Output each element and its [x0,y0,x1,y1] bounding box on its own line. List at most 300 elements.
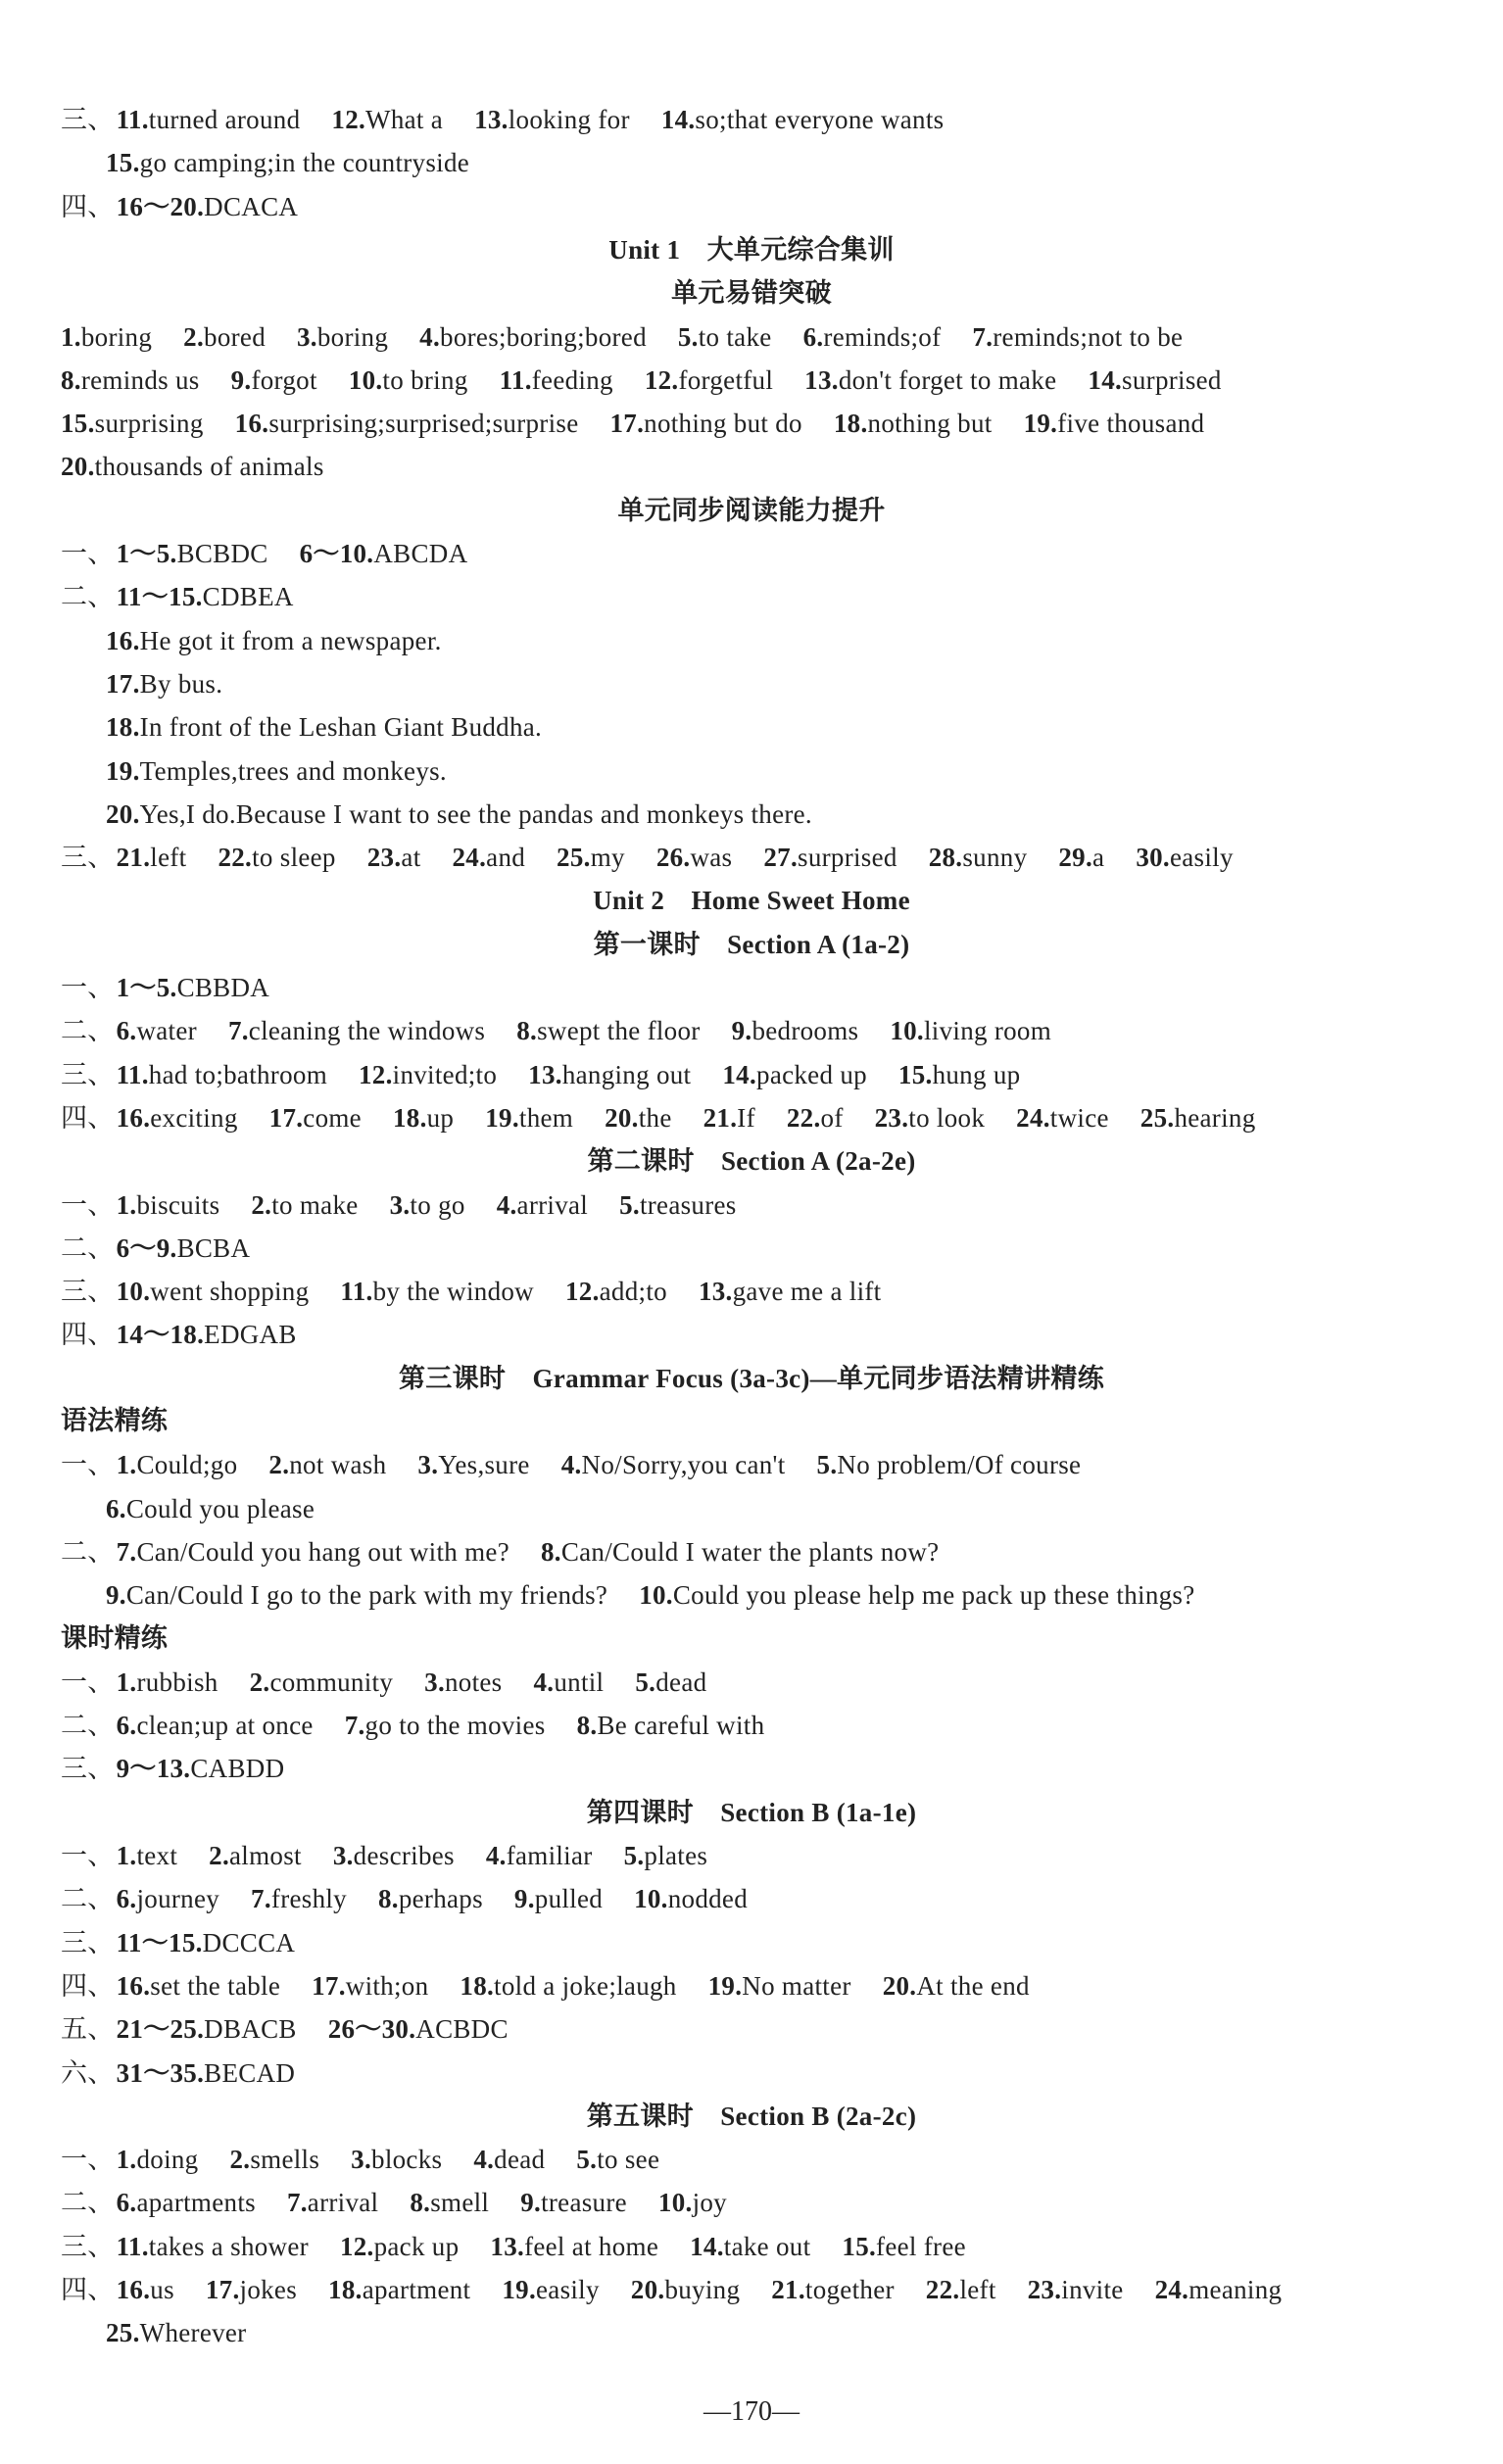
answer-line [61,2138,1464,2181]
answer-item [787,1096,844,1139]
question-number: 6. [802,321,824,352]
subsection-label: 语法精练 [61,1406,169,1436]
answer-item [61,402,204,445]
answer-text: Can/Could you hang out with me? [136,1536,509,1567]
answer-item [500,359,613,402]
question-number: 1. [116,1189,137,1220]
answer-text: invite [1061,2275,1124,2304]
answer-text: In front of the Leshan Giant Buddha. [139,712,543,743]
answer-item [486,1834,593,1877]
question-number: 17. [609,409,645,439]
answer-text: at [401,843,421,873]
question-number: 24. [1016,1102,1050,1133]
answer-text: thousands of animals [94,452,324,482]
part-marker: 二、 [61,1884,115,1914]
question-number: 25. [106,2318,140,2348]
answer-item [453,836,526,879]
answer-item [763,836,897,879]
answer-text: nothing but do [644,409,802,439]
question-number: 18. [328,2275,363,2304]
answer-text: forgetful [678,364,774,395]
question-number: 1. [116,1450,137,1480]
answer-item [661,98,945,141]
answer-item [61,2181,256,2224]
answer-text: smells [250,2145,320,2175]
answer-text: to take [698,321,772,352]
answer-item [268,1443,386,1486]
answer-item [340,2225,459,2268]
answer-text: BCBA [176,1232,251,1263]
answer-text: buying [664,2275,741,2304]
answer-text: and [486,843,526,873]
question-number: 12. [644,364,679,395]
question-number: 4. [560,1450,582,1480]
answer-line [61,1921,1464,1964]
answer-item [349,359,468,402]
page-number: —170— [703,2396,800,2427]
question-number: 30. [1136,843,1170,873]
answer-text: notes [445,1667,503,1697]
part-marker: 二、 [61,1711,115,1741]
answer-line [106,1487,1464,1530]
question-number: 9. [230,364,252,395]
question-number: 18. [106,712,140,743]
answer-text: don't forget to make [838,364,1057,395]
question-number: 3. [351,2145,372,2175]
question-number: 22. [925,2275,960,2304]
part-marker: 二、 [61,2188,115,2218]
answer-item [61,185,298,228]
answer-item [106,705,542,749]
answer-text: takes a shower [148,2231,309,2261]
part-marker: 五、 [61,2014,115,2045]
answer-item [485,1096,573,1139]
answer-item [228,1009,485,1052]
answer-text: nothing but [867,409,993,439]
answer-item [619,1184,737,1227]
section-heading: 单元易错突破 [671,278,832,309]
question-number: 23. [366,843,402,873]
answer-text: up [426,1102,455,1133]
answer-line [61,836,1464,879]
answer-text: surprised [798,843,897,873]
answer-text: He got it from a newspaper. [139,625,442,655]
answer-line [106,141,1464,184]
answer-text: ACBDC [415,2014,509,2045]
answer-text: arrival [516,1189,589,1220]
answer-item [708,1964,851,2007]
answer-item [61,1184,219,1227]
question-number: 24. [452,843,487,873]
answer-item [106,141,469,184]
answer-text: reminds;of [823,321,942,352]
part-marker: 四、 [61,1320,115,1350]
answer-item [516,1009,700,1052]
question-number: 12. [339,2231,374,2261]
answer-item [300,532,468,575]
answer-item [875,1096,986,1139]
part-marker: 四、 [61,1102,115,1133]
question-number: 25. [1139,1102,1175,1133]
answer-item [61,1964,280,2007]
answer-text: freshly [270,1884,347,1914]
question-number: 10. [116,1277,151,1307]
answer-text: dead [494,2145,546,2175]
question-number: 13. [804,364,839,395]
answer-text: No problem/Of course [837,1450,1082,1480]
answer-text: together [804,2275,895,2304]
answer-item [106,662,222,705]
answer-item [678,315,772,359]
question-number: 20. [882,1970,917,2001]
answer-item [378,1877,483,1920]
question-number: 9. [513,1884,535,1914]
answer-item [390,1184,465,1227]
section-heading: Unit 1 大单元综合集训 [608,234,895,265]
question-number: 5. [816,1450,838,1480]
answer-item [269,1096,362,1139]
question-number: 13. [490,2231,525,2261]
answer-line [106,619,1464,662]
question-number: 14. [660,105,696,134]
answer-item [61,1834,177,1877]
question-number: 2. [268,1450,290,1480]
answer-text: feel free [876,2231,966,2261]
question-number: 4. [496,1189,517,1220]
answer-item [351,2138,442,2181]
answer-item [732,1009,859,1052]
answer-item [1058,836,1104,879]
question-number: 22. [786,1102,821,1133]
question-number: 18. [392,1102,427,1133]
answer-line [61,1270,1464,1313]
question-number: 20. [61,452,95,482]
answer-item [61,1009,197,1052]
answer-item [106,1487,315,1530]
answer-item [206,2268,297,2311]
answer-text: take out [723,2231,811,2261]
answer-text: EDGAB [204,1320,297,1350]
answer-item [61,1096,238,1139]
question-number: 4. [473,2145,495,2175]
answer-item [61,1661,218,1704]
answer-text: cleaning the windows [248,1016,486,1046]
question-number: 26～30. [327,2014,416,2045]
answer-text: was [690,843,733,873]
answer-text: DCACA [204,191,299,221]
answer-text: biscuits [136,1189,220,1220]
question-number: 19. [502,2275,536,2304]
answer-text: familiar [506,1841,593,1870]
answer-text: community [269,1667,394,1697]
question-number: 3. [389,1189,411,1220]
answer-item [61,2225,309,2268]
answer-text: Can/Could I water the plants now? [560,1536,940,1567]
answer-text: Wherever [139,2318,247,2348]
answer-text: pack up [373,2231,460,2261]
answer-text: surprising [94,409,204,439]
answer-item [1088,359,1221,402]
answer-text: meaning [1188,2275,1283,2304]
question-number: 4. [485,1841,507,1870]
subsection-label: 课时精练 [61,1622,169,1654]
question-number: 13. [474,105,509,134]
answer-item [635,1661,706,1704]
answer-item [106,793,812,836]
answer-item [393,1096,454,1139]
answer-text: hearing [1174,1102,1256,1133]
question-number: 14. [690,2231,724,2261]
answer-line [61,1530,1464,1573]
answer-text: turned around [148,105,301,134]
answer-item [514,1877,603,1920]
answer-text: with;on [345,1970,429,2001]
answer-text: rubbish [136,1667,218,1697]
question-number: 1. [116,2145,137,2175]
section-heading: 第二课时 Section A (2a-2e) [587,1146,916,1177]
answer-text: easily [536,2275,600,2304]
answer-text: them [518,1102,574,1133]
answer-item [656,836,733,879]
answer-item [490,2225,658,2268]
question-number: 6. [106,1493,126,1523]
question-number: 25. [557,843,591,873]
answer-item [183,315,266,359]
answer-item [541,1530,939,1573]
answer-text: No/Sorry,you can't [581,1450,786,1480]
answer-item [690,2225,810,2268]
section-heading: 第一课时 Section A (1a-2) [593,929,910,959]
question-number: 13. [698,1277,733,1307]
answer-item [61,98,300,141]
answer-item [703,1096,755,1139]
question-number: 12. [331,105,366,134]
answer-line [61,315,1464,359]
question-number: 8. [61,364,81,395]
answer-text: Could you please help me pack up these things? [672,1580,1195,1611]
question-number: 2. [251,1189,272,1220]
answer-text: jokes [239,2275,298,2304]
answer-text: five thousand [1057,409,1205,439]
answer-text: DBACB [204,2014,297,2045]
question-number: 6. [116,1016,137,1046]
question-number: 18. [460,1970,495,2001]
answer-item [61,2052,295,2095]
question-number: 7. [286,2188,308,2218]
answer-item [61,1313,297,1356]
answer-text: come [303,1102,362,1133]
answer-text: not wash [289,1450,387,1480]
question-number: 7. [344,1711,365,1741]
answer-item [1028,2268,1124,2311]
answer-text: to bring [382,364,468,395]
answer-item [645,359,773,402]
answer-item [218,836,335,879]
question-number: 11. [340,1277,373,1307]
question-number: 18. [833,409,868,439]
answer-text: smell [430,2188,490,2218]
question-number: 8. [516,1016,538,1046]
question-number: 21. [771,2275,805,2304]
answer-item [534,1661,605,1704]
answer-text: easily [1169,843,1234,873]
answer-item [1016,1096,1109,1139]
answer-item [804,359,1056,402]
answer-item [106,749,447,793]
answer-item [771,2268,895,2311]
question-number: 14. [722,1059,757,1089]
answer-line [61,1096,1464,1139]
question-number: 1. [116,1667,137,1697]
question-number: 7. [227,1016,249,1046]
question-number: 3. [332,1841,354,1870]
answer-line [61,575,1464,618]
answer-text: BECAD [204,2057,296,2088]
answer-text: living room [923,1016,1052,1046]
answer-item [1155,2268,1283,2311]
answer-text: a [1092,843,1105,873]
part-marker: 四、 [61,1970,115,2001]
answer-line [61,2052,1464,2095]
answer-text: forgot [251,364,317,395]
answer-text: had to;bathroom [148,1059,327,1089]
answer-text: swept the floor [537,1016,701,1046]
answer-text: Be careful with [597,1711,765,1741]
answer-text: told a joke;laugh [494,1970,677,2001]
answer-item [926,2268,996,2311]
answer-text: Could;go [136,1450,238,1480]
answer-item [287,2181,378,2224]
answer-item [106,619,442,662]
answer-text: set the table [150,1970,281,2001]
question-number: 5. [576,2145,598,2175]
answer-line [61,2225,1464,2268]
question-number: 5. [619,1189,640,1220]
question-number: 16～20. [116,191,205,221]
answer-text: go camping;in the countryside [139,148,470,178]
part-marker: 六、 [61,2057,115,2088]
question-number: 6. [116,1884,137,1914]
answer-text: add;to [599,1277,667,1307]
answer-text: gave me a lift [732,1277,882,1307]
answer-text: went shopping [150,1277,310,1307]
answer-item [497,1184,588,1227]
answer-text: arrival [307,2188,379,2218]
answer-line [61,402,1464,445]
answer-text: invited;to [392,1059,498,1089]
section-heading: 第四课时 Section B (1a-1e) [586,1797,917,1827]
question-number: 3. [297,321,317,352]
answer-text: exciting [150,1102,238,1133]
answer-line [61,2007,1464,2051]
answer-item [333,1834,455,1877]
part-marker: 二、 [61,1536,115,1567]
part-marker: 三、 [61,2231,115,2261]
answer-text: water [136,1016,197,1046]
question-number: 8. [410,2188,431,2218]
question-number: 6～10. [299,539,374,568]
answer-text: the [638,1102,672,1133]
answer-line [61,1834,1464,1877]
answer-item [61,1053,327,1096]
answer-line [61,1877,1464,1920]
question-number: 11. [116,105,149,134]
answer-item [722,1053,867,1096]
answer-text: left [150,843,187,873]
question-number: 15. [61,409,95,439]
answer-item [624,1834,708,1877]
question-number: 11. [116,1059,149,1089]
question-number: 20. [605,1102,639,1133]
question-number: 1～5. [116,539,177,568]
question-number: 17. [268,1102,304,1133]
question-number: 1. [61,321,81,352]
section-heading: 第三课时 Grammar Focus (3a-3c)—单元同步语法精讲精练 [398,1363,1105,1393]
answer-text: apartments [136,2188,256,2218]
answer-item [658,2181,727,2224]
answer-item [577,1704,765,1747]
answer-line [61,1747,1464,1790]
question-number: 11～15. [116,1927,203,1957]
question-number: 20. [106,798,140,829]
answer-text: boring [80,321,153,352]
answer-line [61,1964,1464,2007]
answer-item [631,2268,740,2311]
answer-text: journey [136,1884,220,1914]
answer-text: almost [229,1841,302,1870]
answer-item [61,2268,174,2311]
question-number: 7. [972,321,994,352]
answer-item [235,402,579,445]
part-marker: 一、 [61,2145,115,2175]
answer-text: blocks [371,2145,443,2175]
question-number: 17. [205,2275,240,2304]
answer-line [106,2311,1464,2354]
answer-line [61,1443,1464,1486]
question-number: 2. [183,321,205,352]
answer-text: Could you please [125,1493,315,1523]
question-number: 24. [1154,2275,1189,2304]
answer-item [520,2181,627,2224]
answer-text: Yes,sure [438,1450,530,1480]
answer-item [251,1877,347,1920]
question-number: 9. [731,1016,752,1046]
question-number: 8. [377,1884,399,1914]
answer-item [561,1443,786,1486]
question-number: 11. [116,2231,149,2261]
answer-text: pulled [534,1884,604,1914]
answer-text: until [554,1667,605,1697]
question-number: 14～18. [116,1320,205,1350]
question-number: 6. [116,2188,137,2218]
answer-item [565,1270,667,1313]
answer-text: surprised [1122,364,1222,395]
answer-item [474,98,630,141]
answer-text: to see [597,2145,660,2175]
answer-text: hanging out [561,1059,692,1089]
answer-item [61,1443,237,1486]
question-number: 3. [424,1667,445,1697]
answer-line [61,1184,1464,1227]
answer-line [61,966,1464,1009]
answer-item [61,1270,309,1313]
question-number: 2. [249,1667,270,1697]
question-number: 26. [655,843,691,873]
answer-text: to sleep [252,843,336,873]
answer-text: At the end [916,1970,1030,2001]
question-number: 10. [639,1580,673,1611]
question-number: 16. [234,409,269,439]
